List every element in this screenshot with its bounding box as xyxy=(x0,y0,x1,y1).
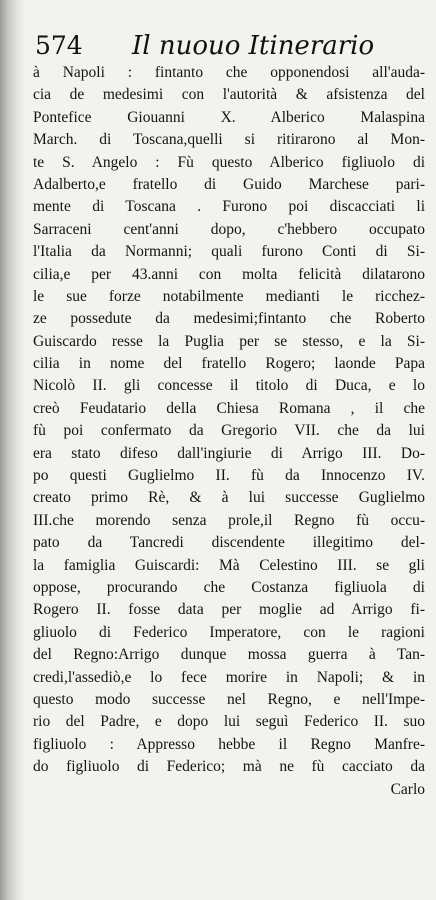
text-line: Sarraceni cent'anni dopo, c'hebbero occupato xyxy=(33,220,425,238)
text-line: Pontefice Giouanni X. Alberico Malaspina xyxy=(33,108,425,126)
text-line: cia de medesimi con l'autorità & afsistenza del xyxy=(33,86,425,104)
page-gutter-shadow xyxy=(0,0,26,900)
page-number: 574 xyxy=(35,31,83,60)
text-line: Rogero II. fosse data per moglie ad Arrigo fi- xyxy=(33,601,425,619)
text-line: po questi Guglielmo II. fù da Innocenzo IV. xyxy=(33,467,425,485)
text-line: le sue forze notabilmente medianti le ricchez- xyxy=(33,287,425,305)
text-line: ze possedute da medesimi;fintanto che Roberto xyxy=(33,310,425,328)
catchword: Carlo xyxy=(390,780,425,798)
body-text xyxy=(33,62,425,801)
text-line: credi,l'assediò,e lo fece morire in Napoli; & in xyxy=(33,668,425,686)
text-line: questo modo successe nel Regno, e nell'Impe- xyxy=(33,690,425,708)
text-line: gliuolo di Federico Imperatore, con le ragioni xyxy=(33,623,425,641)
text-line: cilia in nome del fratello Rogero; laonde Papa xyxy=(33,355,425,373)
text-line: creò Feudatario della Chiesa Romana , il che xyxy=(33,399,425,417)
text-line: figliuolo : Appresso hebbe il Regno Manfre- xyxy=(33,735,425,753)
text-line: te S. Angelo : Fù questo Alberico figliuolo di xyxy=(33,153,425,171)
page-header xyxy=(35,31,425,61)
text-line: oppose, procurando che Costanza figliuola di xyxy=(33,578,425,596)
text-line: del Regno:Arrigo dunque mossa guerra à Tan- xyxy=(33,646,425,664)
text-line: Guiscardo resse la Puglia per se stesso, e la Si- xyxy=(33,332,425,350)
text-line: l'Italia da Normanni; quali furono Conti di Si- xyxy=(33,243,425,261)
text-line: à Napoli : fintanto che opponendosi all'auda- xyxy=(33,64,425,81)
text-line: mente di Toscana . Furono poi discacciati li xyxy=(33,198,425,216)
text-line: March. di Toscana,quelli si ritirarono al Mon- xyxy=(33,131,425,149)
text-line: Nicolò II. gli concesse il titolo di Duca, e lo xyxy=(33,377,425,395)
text-line: Adalberto,e fratello di Guido Marchese pari- xyxy=(33,175,425,193)
text-line: pato da Tancredi discendente illegitimo del- xyxy=(33,534,425,552)
text-line: rio del Padre, e dopo lui seguì Federico II. suo xyxy=(33,713,425,731)
text-line: fù poi confermato da Gregorio VII. che da lui xyxy=(33,422,425,440)
text-line: III.che morendo senza prole,il Regno fù occu- xyxy=(33,511,425,529)
running-title: Il nuouo Itinerario xyxy=(132,31,375,61)
text-line: la famiglia Guiscardi: Mà Celestino III. se gli xyxy=(33,556,425,574)
text-line: era stato difeso dall'ingiurie di Arrigo III. Do- xyxy=(33,444,425,462)
text-line: creato primo Rè, & à lui successe Guglielmo xyxy=(33,489,425,507)
text-line: do figliuolo di Federico; mà ne fù cacciato da xyxy=(33,758,425,776)
text-line: cilia,e per 43.anni con molta felicità dilatarono xyxy=(33,265,425,283)
